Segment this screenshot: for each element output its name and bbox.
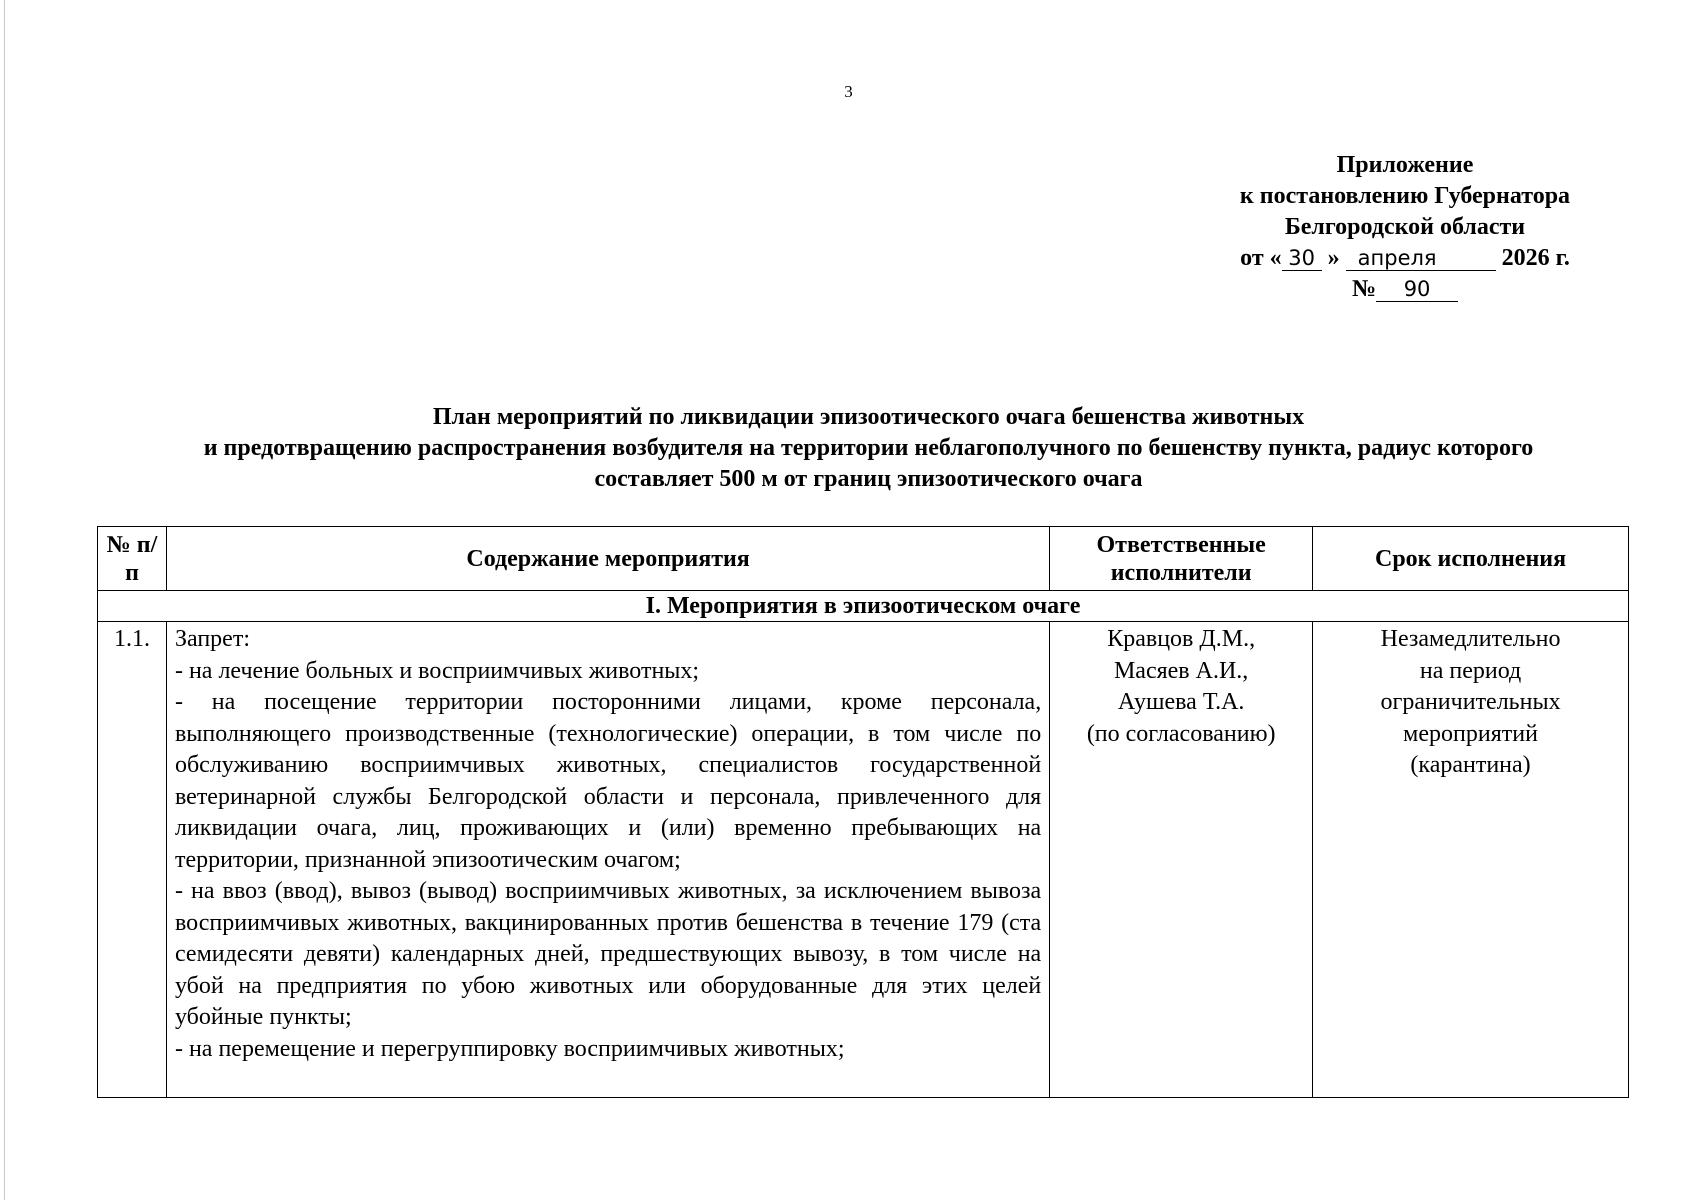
appendix-region-line: Белгородской области [1284,214,1526,240]
page-number: 3 [844,82,853,101]
header-num: № п/п [98,527,167,591]
appendix-decree-line: к постановлению Губернатора [1239,183,1571,209]
executor-name: Масяев А.И., [1113,657,1249,684]
term-line: ограничительных [1380,689,1561,715]
appendix-number-line [1195,274,1615,305]
header-content: Содержание мероприятия [166,527,1049,591]
section-row [98,591,1629,622]
header-executors: Ответственные исполнители [1050,527,1313,591]
content-paragraph: - на перемещение и перегруппировку восприимчивых животных; [174,1035,845,1062]
table-header-row [98,527,1629,591]
document-title [20,402,1697,495]
table-row [98,622,1629,1098]
title-line-2: и предотвращению распространения возбудителя на территории неблагополучного по бешенству пункта, радиус которого [203,435,1534,461]
plan-table [97,526,1629,1098]
appendix-heading: Приложение [1336,152,1474,178]
term-line: Незамедлительно [1380,626,1561,652]
content-paragraph: Запрет: [174,626,250,652]
date-year: 2026 г. [1501,245,1570,271]
content-paragraph: - на ввоз (ввод), вывоз (вывод) восприимчивых животных, за исключением вывоза восприимчивых животных, вакцинированных против бешенства в течение 179 (ста семидесяти девяти) календарных дней, предшествующих вывозу, в том числе на убой на предприятия по убою животных или оборудованные для этих целей убойные пункты; [174,878,1042,1030]
row-term [1313,622,1629,1098]
date-prefix: от « [1240,245,1282,271]
executor-note: (по согласованию) [1086,720,1276,747]
date-close-quote: » [1327,245,1340,271]
appendix-date-line [1195,243,1615,274]
row-content [166,622,1049,1098]
title-line-1: План мероприятий по ликвидации эпизоотического очага бешенства животных [432,404,1305,430]
appendix-block [1195,150,1615,305]
section-title: I. Мероприятия в эпизоотическом очаге [98,591,1629,622]
scan-edge-line [4,0,5,1200]
term-line: мероприятий [1403,720,1538,747]
number-value: 90 [1376,277,1458,302]
row-executors [1050,622,1313,1098]
date-day: 30 [1282,246,1322,271]
term-line: (карантина) [1410,752,1531,778]
number-label: № [1351,276,1377,302]
header-term: Срок исполнения [1313,527,1629,591]
content-paragraph: - на посещение территории посторонними лицами, кроме персонала, выполняющего производственные (технологические) операции, в том числе по обслуживанию восприимчивых животных, специалистов государственной ветеринарной службы Белгородской области и персонала, привлеченного для ликвидации очага, лиц, проживающих и (или) временно пребывающих на территории, признанной эпизоотическим очагом; [174,689,1042,873]
title-line-3: составляет 500 м от границ эпизоотического очага [594,466,1143,492]
executor-name: Аушева Т.А. [1117,689,1245,715]
term-line: на период [1419,657,1522,684]
row-number: 1.1. [98,622,167,1098]
content-paragraph: - на лечение больных и восприимчивых животных; [174,657,700,684]
date-month: апреля [1346,246,1496,271]
executor-name: Кравцов Д.М., [1107,626,1256,652]
